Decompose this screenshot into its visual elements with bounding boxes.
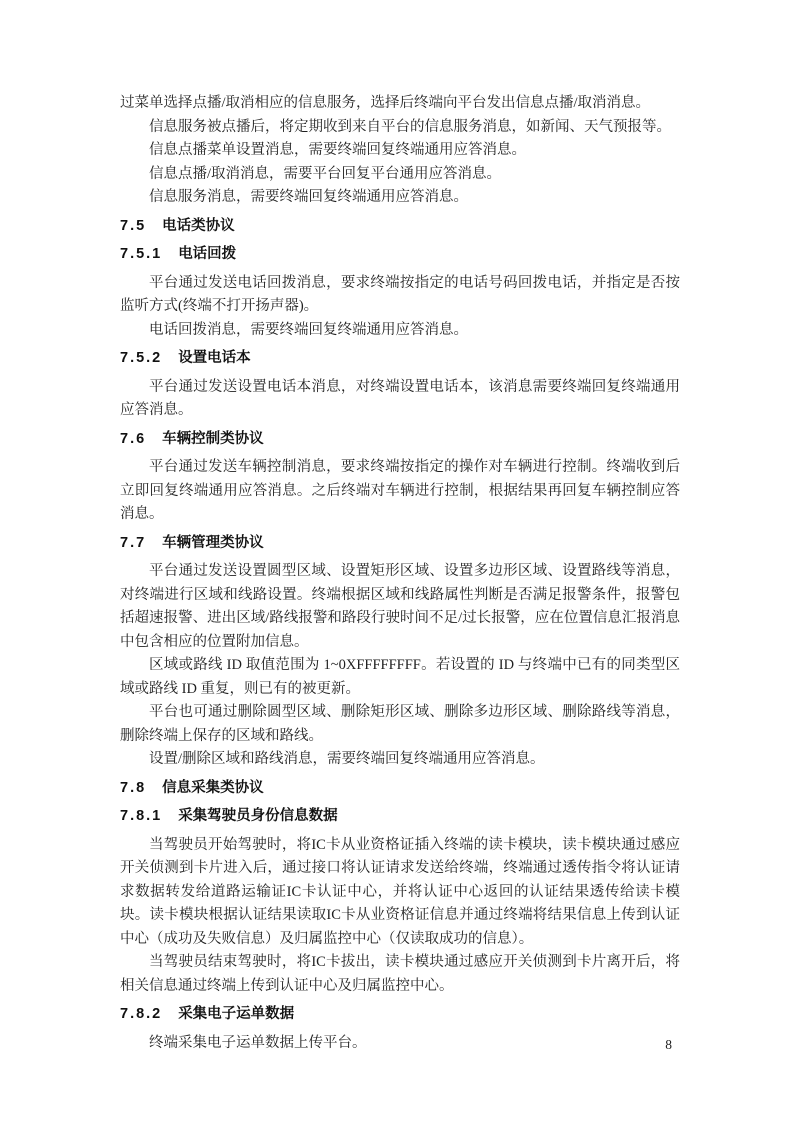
section-number: 7.6 [120,430,147,447]
paragraph: 平台通过发送设置圆型区域、设置矩形区域、设置多边形区域、设置路线等消息，对终端进行区域和线路设置。终端根据区域和线路属性判断是否满足报警条件，报警包括超速报警、进出区域/路线报警和路段行驶时间不足/过长报警，应在位置信息汇报消息中包含相应的位置附加信息。 [120,563,680,650]
section-title: 电话类协议 [162,217,235,234]
section-title: 车辆管理类协议 [162,534,264,551]
section-title: 采集电子运单数据 [178,1006,295,1022]
section-title: 采集驾驶员身份信息数据 [178,808,338,824]
subsection-heading [120,1003,680,1027]
section-number: 7.7 [120,534,147,551]
paragraph: 平台通过发送电话回拨消息，要求终端按指定的电话号码回拨电话，并指定是否按监听方式(终端不打开扬声器)。 [120,274,680,314]
paragraph: 当驾驶员结束驾驶时，将IC卡拔出，读卡模块通过感应开关侦测到卡片离开后，将相关信息通过终端上传到认证中心及归属监控中心。 [120,954,680,994]
section-heading [120,215,680,239]
section-number: 7.5.1 [120,246,163,262]
section-title: 车辆控制类协议 [162,430,264,447]
paragraph: 信息服务消息，需要终端回复终端通用应答消息。 [149,189,468,205]
subsection-heading [120,243,680,267]
section-heading [120,428,680,452]
paragraph: 平台通过发送车辆控制消息，要求终端按指定的操作对车辆进行控制。终端收到后立即回复终端通用应答消息。之后终端对车辆进行控制，根据结果再回复车辆控制应答消息。 [120,459,680,522]
page-number: 8 [665,1037,672,1052]
subsection-heading [120,347,680,371]
paragraph: 区域或路线 ID 取值范围为 1~0XFFFFFFFF。若设置的 ID 与终端中已有的同类型区域或路线 ID 重复，则已有的被更新。 [120,657,680,697]
paragraph: 终端采集电子运单数据上传平台。 [149,1034,367,1051]
section-title: 设置电话本 [178,350,251,366]
document-body [120,92,680,1055]
section-heading [120,777,680,801]
paragraph: 电话回拨消息，需要终端回复终端通用应答消息。 [149,321,468,338]
section-number: 7.5 [120,217,147,234]
paragraph: 信息点播/取消消息，需要平台回复平台通用应答消息。 [149,165,502,182]
paragraph: 信息服务被点播后，将定期收到来自平台的信息服务消息，如新闻、天气预报等。 [149,118,671,135]
paragraph: 过菜单选择点播/取消相应的信息服务，选择后终端向平台发出信息点播/取消消息。 [120,95,651,111]
section-title: 信息采集类协议 [162,779,264,796]
paragraph: 当驾驶员开始驾驶时，将IC卡从业资格证插入终端的读卡模块，读卡模块通过感应开关侦测到卡片进入后，通过接口将认证请求发送给终端，终端通过透传指令将认证请求数据转发给道路运输证IC卡认证中心，并将认证中心返回的认证结果透传给读卡模块。读卡模块根据认证结果读取IC卡从业资格证信息并通过终端将结果信息上传到认证中心（成功及失败信息）及归属监控中心（仅读取成功的信息）。 [120,836,680,947]
section-number: 7.5.2 [120,350,163,366]
section-number: 7.8.2 [120,1006,163,1022]
paragraph: 平台通过发送设置电话本消息，对终端设置电话本，该消息需要终端回复终端通用应答消息。 [120,378,680,418]
section-number: 7.8 [120,779,147,796]
paragraph: 平台也可通过删除圆型区域、删除矩形区域、删除多边形区域、删除路线等消息，删除终端上保存的区域和路线。 [120,704,680,744]
section-title: 电话回拨 [178,246,237,262]
subsection-heading [120,805,680,829]
paragraph: 信息点播菜单设置消息，需要终端回复终端通用应答消息。 [149,142,526,158]
paragraph: 设置/删除区域和路线消息，需要终端回复终端通用应答消息。 [149,751,545,767]
section-number: 7.8.1 [120,808,163,824]
section-heading [120,532,680,556]
